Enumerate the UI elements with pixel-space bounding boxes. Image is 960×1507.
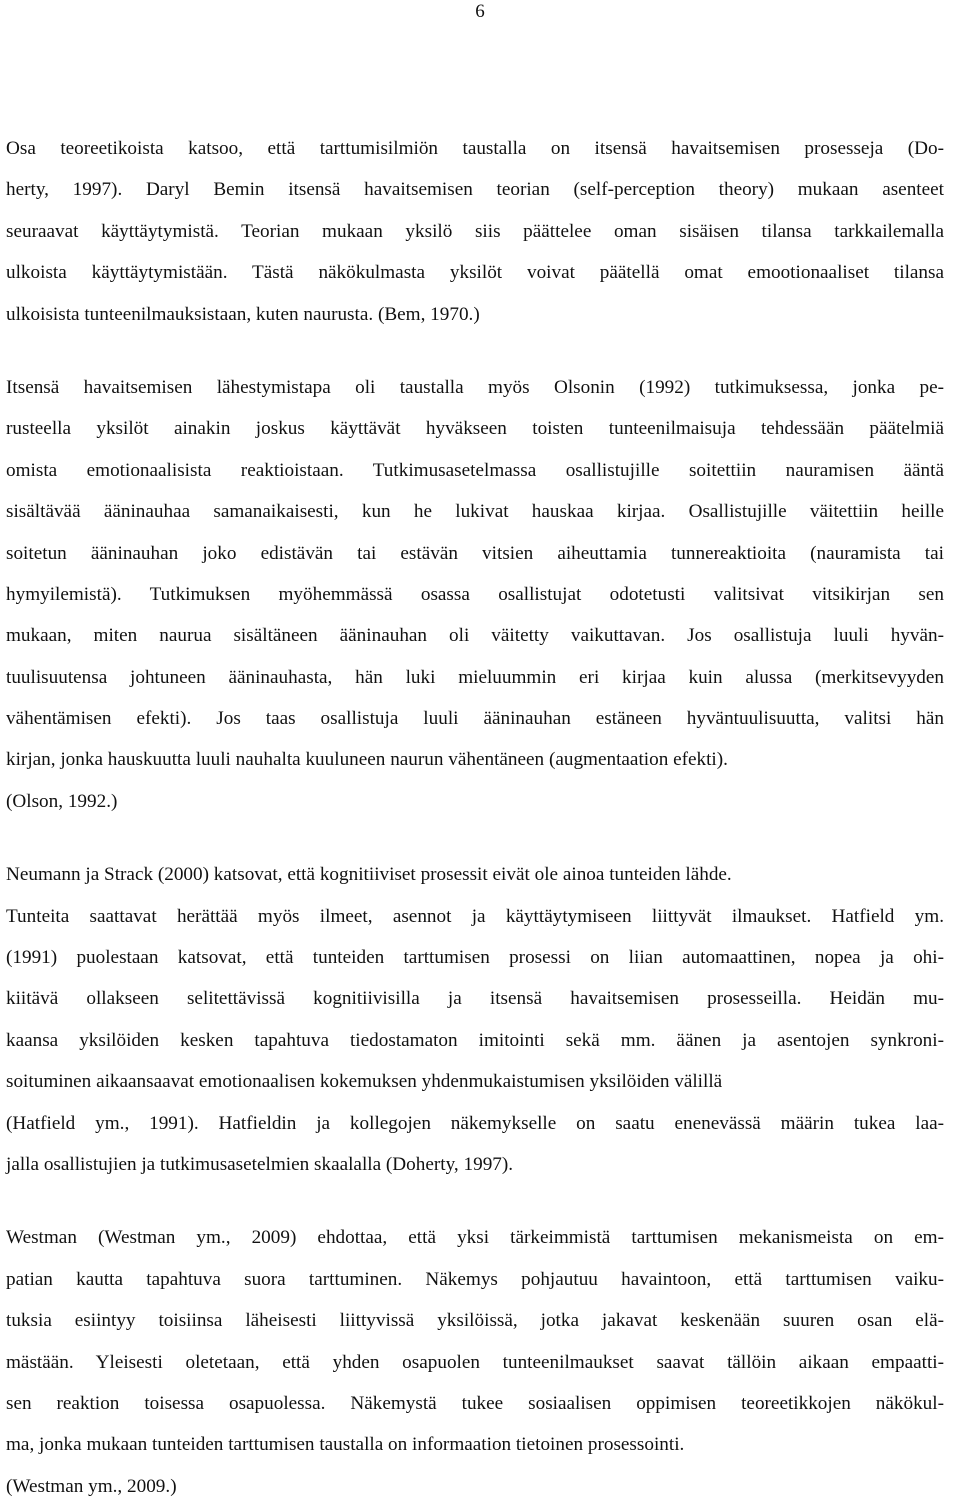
text-line: sisältävää ääninauhaa samanaikaisesti, kun he lukivat hauskaa kirjaa. Osallistujille väitettiin heille xyxy=(6,501,944,523)
text-line: (Hatfield ym., 1991). Hatfieldin ja kollegojen näkemykselle on saatu enenevässä määrin tukea laa- xyxy=(6,1112,944,1134)
text-line: (1991) puolestaan katsovat, että tunteiden tarttumisen prosessi on liian automaattinen, nopea ja ohi- xyxy=(6,947,944,969)
page-number: 6 xyxy=(475,1,485,22)
paragraph-3 xyxy=(6,854,944,1185)
paragraph-spacer xyxy=(6,822,944,854)
text-line: vähentämisen efekti). Jos taas osallistuja luuli ääninauhan estäneen hyväntuulisuutta, valitsi hän xyxy=(6,708,944,730)
text-line: tuksia esiintyy toisiinsa läheisesti liittyvissä yksilöissä, jotka jakavat keskenään suuren osan elä- xyxy=(6,1310,944,1332)
paragraph-1 xyxy=(6,128,944,335)
text-line: herty, 1997). Daryl Bemin itsensä havaitsemisen teorian (self-perception theory) mukaan asenteet xyxy=(6,179,944,201)
text-line: mästään. Yleisesti oletetaan, että yhden osapuolen tunteenilmaukset saavat tällöin aikaan empaatti- xyxy=(6,1351,944,1373)
paragraph-spacer xyxy=(6,1185,944,1217)
document-body xyxy=(6,128,944,1507)
text-line: kaansa yksilöiden kesken tapahtuva tiedostamaton imitointi sekä mm. äänen ja asentojen synkroni- xyxy=(6,1029,944,1051)
paragraph-spacer xyxy=(6,335,944,367)
paragraph-2 xyxy=(6,367,944,822)
text-line: Neumann ja Strack (2000) katsovat, että kognitiiviset prosessit eivät ole ainoa tunteiden lähde. xyxy=(6,864,732,886)
text-line: kirjan, jonka hauskuutta luuli nauhalta kuuluneen naurun vähentäneen (augmentaation efekti). xyxy=(6,749,728,771)
text-line: ulkoista käyttäytymistään. Tästä näkökulmasta yksilöt voivat päätellä omat emootionaaliset tilansa xyxy=(6,262,944,284)
text-line: soituminen aikaansaavat emotionaalisen kokemuksen yhdenmukaistumisen yksilöiden välillä xyxy=(6,1071,723,1093)
text-line: patian kautta tapahtuva suora tarttuminen. Näkemys pohjautuu havaintoon, että tarttumisen vaiku- xyxy=(6,1268,944,1290)
text-line: Osa teoreetikoista katsoo, että tarttumisilmiön taustalla on itsensä havaitsemisen prosesseja (Do- xyxy=(6,138,944,159)
text-line: soitetun ääninauhan joko edistävän tai estävän vitsien aiheuttamia tunnereaktioita (nauramista tai xyxy=(6,542,944,564)
text-line: hymyilemistä). Tutkimuksen myöhemmässä osassa osallistujat odotetusti valitsivat vitsikirjan sen xyxy=(6,583,944,605)
text-line: Westman (Westman ym., 2009) ehdottaa, että yksi tärkeimmistä tarttumisen mekanismeista on em- xyxy=(6,1227,944,1249)
text-line: jalla osallistujien ja tutkimusasetelmien skaalalla (Doherty, 1997). xyxy=(6,1153,514,1175)
text-line: Tunteita saattavat herättää myös ilmeet, asennot ja käyttäytymiseen liittyvät ilmaukset. Hatfield ym. xyxy=(6,905,944,927)
text-line: Itsensä havaitsemisen lähestymistapa oli taustalla myös Olsonin (1992) tutkimuksessa, jonka pe- xyxy=(6,376,944,398)
text-line: sen reaktion toisessa osapuolessa. Näkemystä tukee sosiaalisen oppimisen teoreetikkojen näkökul- xyxy=(6,1392,944,1414)
text-line: kiitävä ollakseen selitettävissä kognitiivisilla ja itsensä havaitsemisen prosesseilla. Heidän mu- xyxy=(6,988,944,1010)
text-line: mukaan, miten naurua sisältäneen ääninauhan oli väitetty vaikuttavan. Jos osallistuja luuli hyvän- xyxy=(6,625,944,647)
text-line: ma, jonka mukaan tunteiden tarttumisen taustalla on informaation tietoinen prosessointi. xyxy=(6,1434,685,1456)
text-line: ulkoisista tunteenilmauksistaan, kuten naurusta. (Bem, 1970.) xyxy=(6,303,480,325)
text-line: (Olson, 1992.) xyxy=(6,790,118,812)
text-line: seuraavat käyttäytymistä. Teorian mukaan yksilö siis päättelee oman sisäisen tilansa tarkkailemalla xyxy=(6,220,944,242)
text-line: omista emotionaalisista reaktioistaan. Tutkimusasetelmassa osallistujille soitettiin nauramisen ääntä xyxy=(6,459,944,481)
text-line: (Westman ym., 2009.) xyxy=(6,1475,177,1497)
text-line: tuulisuutensa johtuneen ääninauhasta, hän luki mieluummin eri kirjaa kuin alussa (merkitsevyyden xyxy=(6,666,944,688)
paragraph-4 xyxy=(6,1217,944,1507)
text-line: rusteella yksilöt ainakin joskus käyttävät hyväkseen toisten tunteenilmaisuja tehdessään päätelmiä xyxy=(6,418,944,440)
